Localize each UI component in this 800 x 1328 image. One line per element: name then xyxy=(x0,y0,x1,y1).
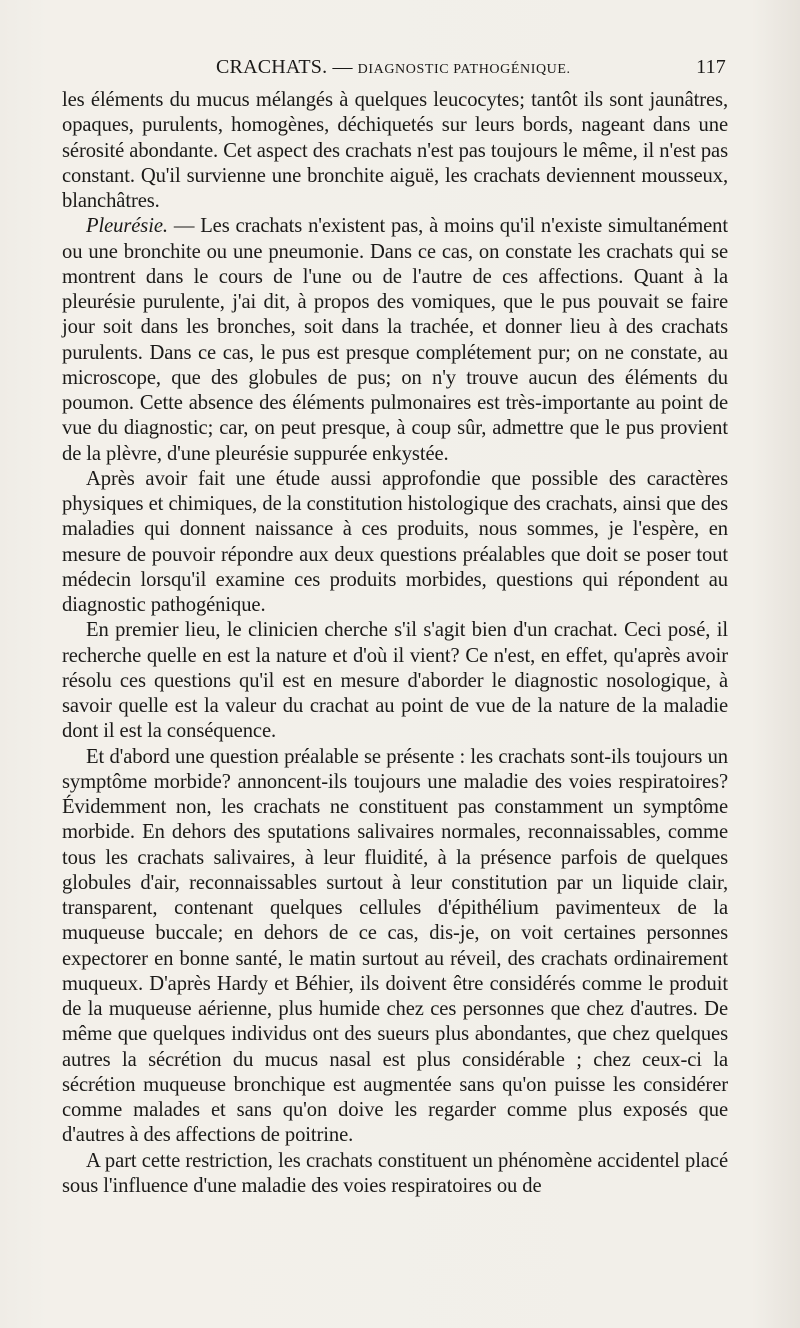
paragraph-4 xyxy=(62,618,728,744)
paragraph-5 xyxy=(62,745,728,1149)
running-head-sub: DIAGNOSTIC PATHOGÉNIQUE. xyxy=(357,62,571,77)
page-number: 117 xyxy=(696,56,726,78)
running-head-main: CRACHATS. — xyxy=(216,56,353,78)
running-head xyxy=(62,56,730,86)
paragraph-2 xyxy=(62,214,728,467)
paragraph-1 xyxy=(62,88,728,214)
paragraph-text: Après avoir fait une étude aussi approfondie que possible des caractères physiques et chimiques, de la constitution histologique des crachats, ainsi que des maladies qui donnent naissance à ces produits, nous sommes, je l'espère, en mesure de pouvoir répondre aux deux questions préalables que doit se poser tout médecin lorsqu'il examine ces produits morbides, questions qui répondent au diagnostic pathogénique. xyxy=(62,467,728,616)
paragraph-text: Et d'abord une question préalable se présente : les crachats sont-ils toujours un symptôme morbide? annoncent-ils toujours une maladie des voies respiratoires? Évidemment non, les crachats ne constituent pas constamment un symptôme morbide. En dehors des sputations salivaires normales, reconnaissables, comme tous les crachats salivaires, à leur fluidité, à la présence parfois de quelques globules d'air, reconnaissables surtout à leur constitution par un liquide clair, transparent, contenant quelques cellules d'épithélium pavimenteux de la muqueuse buccale; en dehors de ce cas, dis-je, on voit certaines personnes expectorer en bonne santé, le matin surtout au réveil, des crachats ordinairement muqueux. D'après Hardy et Béhier, ils doivent être considérés comme le produit de la muqueuse aérienne, plus humide chez ces personnes que chez d'autres. De même que quelques individus ont des sueurs plus abondantes, que chez quelques autres la sécrétion du mucus nasal est plus considérable ; chez ceux-ci la sécrétion muqueuse bronchique est augmentée sans qu'on puisse les considérer comme malades et sans qu'on doive les regarder comme plus exposés que d'autres à des affections de poitrine. xyxy=(62,745,728,1147)
running-head-title xyxy=(216,56,571,79)
paragraph-text: les éléments du mucus mélangés à quelques leucocytes; tantôt ils sont jaunâtres, opaques, purulents, homogènes, déchiquetés sur leurs bords, nageant dans une sérosité abondante. Cet aspect des crachats n'est pas toujours le même, il n'est pas constant. Qu'il survienne une bronchite aiguë, les crachats deviennent mousseux, blanchâtres. xyxy=(62,89,728,212)
paragraph-text: En premier lieu, le clinicien cherche s'il s'agit bien d'un crachat. Ceci posé, il recherche quelle en est la nature et d'où il vient? Ce n'est, en effet, qu'après avoir résolu ces questions qu'il est en mesure d'aborder le diagnostic nosologique, à savoir quelle est la valeur du crachat au point de vue de la nature de la maladie dont il est la conséquence. xyxy=(62,619,728,743)
body-text xyxy=(62,88,728,1199)
paragraph-text: A part cette restriction, les crachats constituent un phénomène accidentel placé sous l'influence d'une maladie des voies respiratoires ou de xyxy=(62,1149,728,1197)
paragraph-6 xyxy=(62,1149,728,1200)
paragraph-3 xyxy=(62,467,728,619)
section-lead: Pleurésie. xyxy=(86,215,168,238)
paragraph-text: — Les crachats n'existent pas, à moins qu'il n'existe simultanément ou une bronchite ou une pneumonie. Dans ce cas, on constate les crachats qui se montrent dans le cours de l'une ou de l'autre de ces affections. Quant à la pleurésie purulente, j'ai dit, à propos des vomiques, que le pus pouvait se faire jour soit dans les bronches, soit dans la trachée, et donner lieu à des crachats purulents. Dans ce cas, le pus est presque complétement pur; on ne constate, au microscope, que des globules de pus; on n'y trouve aucun des éléments du poumon. Cette absence des éléments pulmonaires est très-importante au point de vue du diagnostic; car, on peut presque, à coup sûr, admettre que le pus provient de la plèvre, d'une pleurésie suppurée enkystée. xyxy=(62,215,728,465)
